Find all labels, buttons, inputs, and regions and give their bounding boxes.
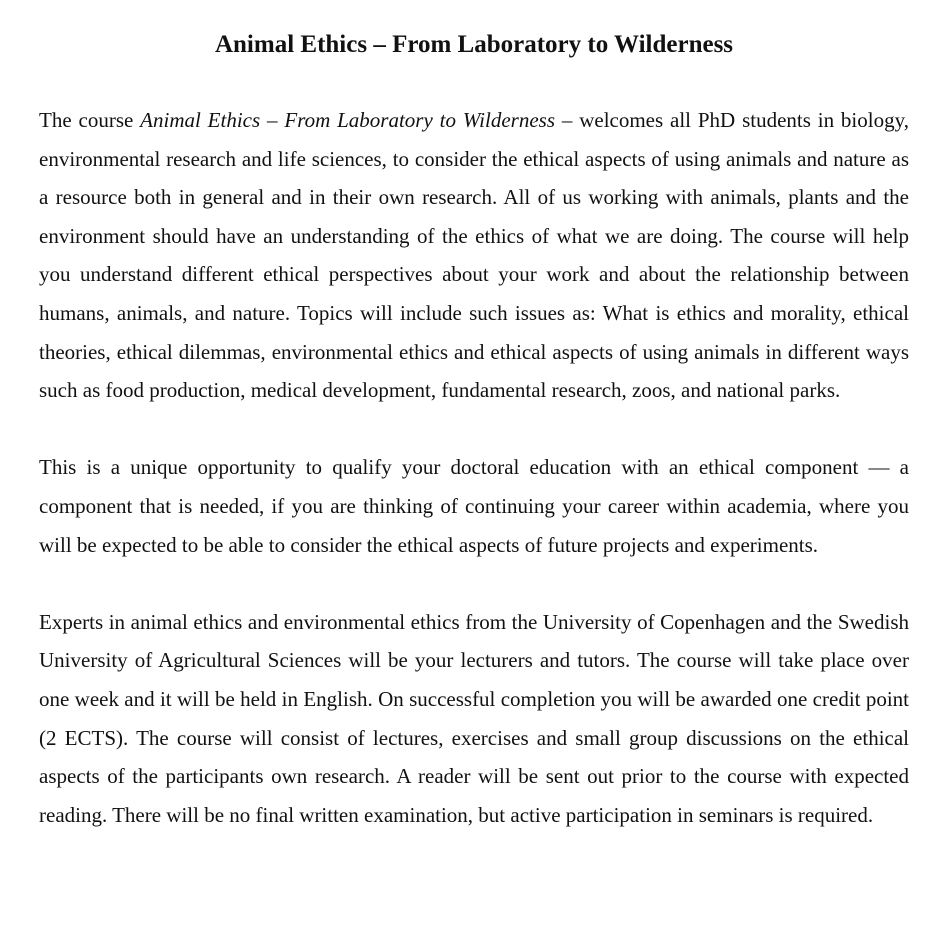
paragraph-lecturers-details: Experts in animal ethics and environmental ethics from the University of Copenhagen and the Swedish University of Agricultural Sciences will be your lecturers and tutors. The course will take place over one week and it will be held in English. On successful completion you will be awarded one credit point (2 ECTS). The course will consist of lectures, exercises and small group discussions on the ethical aspects of the participants own research. A reader will be sent out prior to the course with expected reading. There will be no final written examination, but active participation in seminars is required. [39, 609, 909, 827]
course-name-italic: Animal Ethics – From Laboratory to Wilderness [140, 108, 555, 132]
paragraph-lead-text: The course [39, 108, 141, 132]
paragraph-opportunity: This is a unique opportunity to qualify your doctoral education with an ethical component — a component that is needed, if you are thinking of continuing your career within academia, where you will be expected to be able to consider the ethical aspects of future projects and experiments. [39, 455, 909, 557]
paragraph-intro-rest: – welcomes all PhD students in biology, environmental research and life sciences, to consider the ethical aspects of using animals and nature as a resource both in general and in their own research. All of us working with animals, plants and the environment should have an understanding of the ethics of what we are doing. The course will help you understand different ethical perspectives about your work and about the relationship between humans, animals, and nature. Topics will include such issues as: What is ethics and morality, ethical theories, ethical dilemmas, environmental ethics and ethical aspects of using animals in different ways such as food production, medical development, fundamental research, zoos, and national parks. [39, 108, 909, 403]
document-title: Animal Ethics – From Laboratory to Wilderness [214, 31, 734, 58]
paragraph-course-intro [39, 101, 909, 410]
